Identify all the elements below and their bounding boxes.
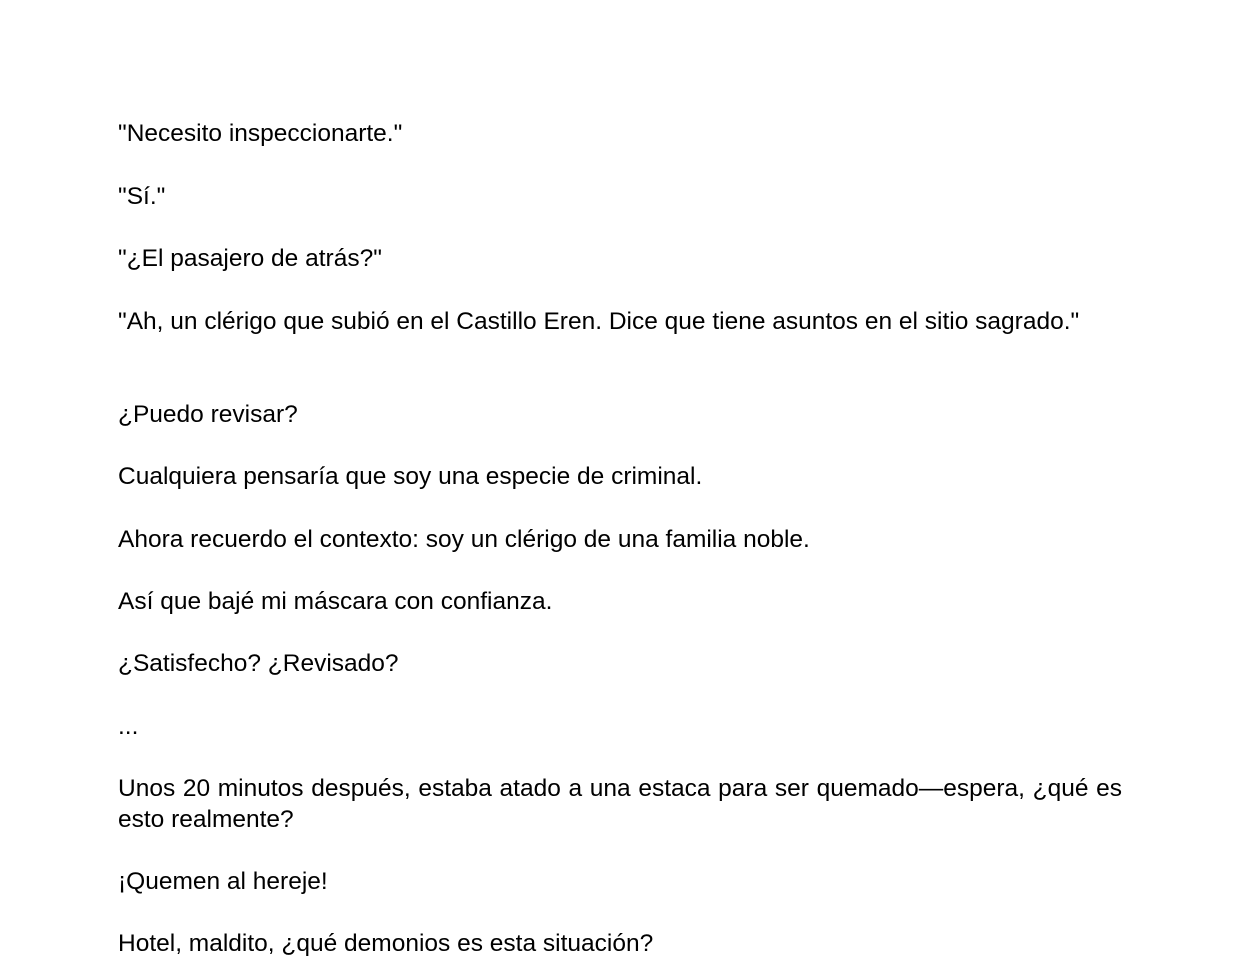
paragraph-13: Hotel, maldito, ¿qué demonios es esta situación? (118, 930, 654, 957)
paragraph-4: "Ah, un clérigo que subió en el Castillo Eren. Dice que tiene asuntos en el sitio sagrado." (118, 308, 1080, 335)
paragraph-5: ¿Puedo revisar? (118, 401, 298, 428)
paragraph-1: "Necesito inspeccionarte." (118, 120, 403, 147)
paragraph-6: Cualquiera pensaría que soy una especie de criminal. (118, 463, 703, 490)
paragraph-7: Ahora recuerdo el contexto: soy un clérigo de una familia noble. (118, 526, 810, 553)
paragraph-10: ... (118, 713, 139, 740)
paragraph-11: Unos 20 minutos después, estaba atado a una estaca para ser quemado—espera, ¿qué es esto realmente? (118, 775, 1122, 833)
paragraph-3: "¿El pasajero de atrás?" (118, 245, 382, 272)
paragraph-9: ¿Satisfecho? ¿Revisado? (118, 650, 399, 677)
paragraph-8: Así que bajé mi máscara con confianza. (118, 588, 553, 615)
paragraph-2: "Sí." (118, 183, 166, 210)
paragraph-12: ¡Quemen al hereje! (118, 868, 328, 895)
